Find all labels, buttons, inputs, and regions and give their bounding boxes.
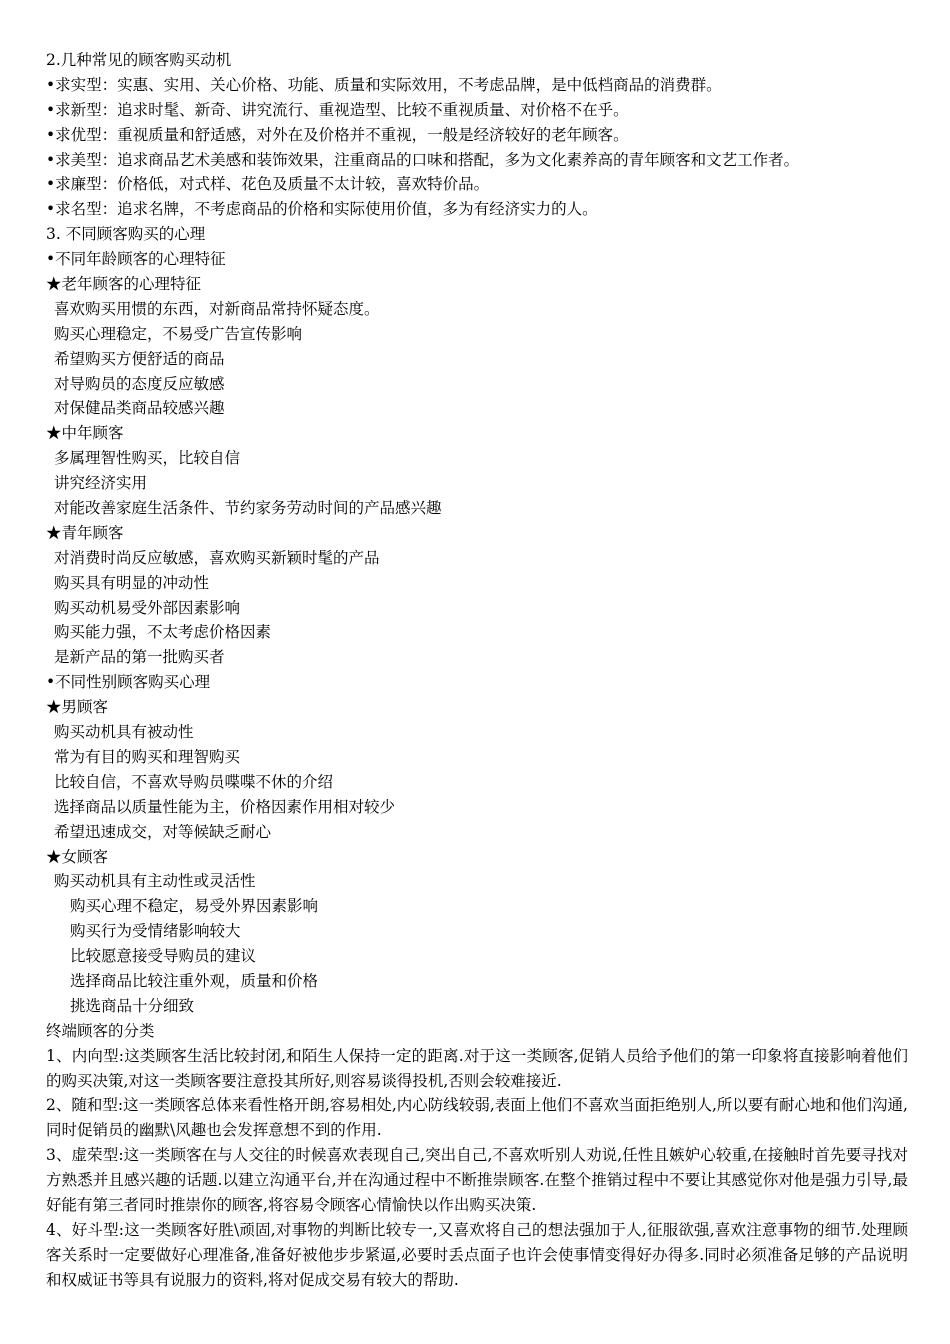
female-item: 购买行为受情绪影响较大 <box>70 922 241 941</box>
elderly-item: 对导购员的态度反应敏感 <box>54 374 225 393</box>
terminal-customer-title: 终端顾客的分类 <box>46 1021 155 1040</box>
motive-practical: •求实型：实惠、实用、关心价格、功能、质量和实际效用，不考虑品牌，是中低档商品的消费群。 <box>46 75 722 94</box>
middle-aged-item: 多属理智性购买，比较自信 <box>54 449 241 468</box>
elderly-heading: ★老年顾客的心理特征 <box>46 275 202 294</box>
female-item: 选择商品比较注重外观，质量和价格 <box>70 971 319 990</box>
female-item: 挑选商品十分细致 <box>70 996 195 1015</box>
female-item: 购买心理不稳定，易受外界因素影响 <box>70 897 319 916</box>
middle-aged-item: 讲究经济实用 <box>54 474 148 493</box>
male-item: 购买动机具有被动性 <box>54 723 194 742</box>
female-item: 购买动机具有主动性或灵活性 <box>54 872 256 891</box>
male-item: 希望迅速成交，对等候缺乏耐心 <box>54 822 272 841</box>
motive-beauty: •求美型：追求商品艺术美感和装饰效果，注重商品的口味和搭配，多为文化素养高的青年顾客和文艺工作者。 <box>46 150 800 169</box>
gender-heading: •不同性别顾客购买心理 <box>46 673 211 692</box>
elderly-item: 对保健品类商品较感兴趣 <box>54 399 225 418</box>
youth-heading: ★青年顾客 <box>46 523 124 542</box>
terminal-type-easygoing: 2、随和型:这一类顾客总体来看性格开朗,容易相处,内心防线较弱,表面上他们不喜欢当面拒绝别人,所以要有耐心地和他们沟通,同时促销员的幽默\风趣也会发挥意想不到的作用. <box>46 1096 908 1140</box>
middle-aged-item: 对能改善家庭生活条件、节约家务劳动时间的产品感兴趣 <box>54 499 442 518</box>
motive-quality: •求优型：重视质量和舒适感，对外在及价格并不重视，一般是经济较好的老年顾客。 <box>46 125 629 144</box>
section-3-title: 3. 不同顾客购买的心理 <box>46 225 206 244</box>
terminal-type-combative: 4、好斗型:这一类顾客好胜\顽固,对事物的判断比较专一,又喜欢将自己的想法强加于人,征服欲强,喜欢注意事物的细节.处理顾客关系时一定要做好心理准备,准备好被他步步紧逼,必要时丢点面子也许会使事情变得好办得多.同时必须准备足够的产品说明和权威证书等具有说服力的资料,将对促成交易有较大的帮助. <box>46 1220 908 1289</box>
female-heading: ★女顾客 <box>46 847 109 866</box>
motive-novelty: •求新型：追求时髦、新奇、讲究流行、重视造型、比较不重视质量、对价格不在乎。 <box>46 100 629 119</box>
female-item: 比较愿意接受导购员的建议 <box>70 947 257 966</box>
male-item: 选择商品以质量性能为主，价格因素作用相对较少 <box>54 797 396 816</box>
youth-item: 购买能力强，不太考虑价格因素 <box>54 623 272 642</box>
document-page <box>46 48 908 1293</box>
male-item: 比较自信，不喜欢导购员喋喋不休的介绍 <box>54 772 334 791</box>
youth-item: 是新产品的第一批购买者 <box>54 648 225 667</box>
section-2-title: 2.几种常见的顾客购买动机 <box>46 51 232 69</box>
elderly-item: 购买心理稳定，不易受广告宣传影响 <box>54 324 303 343</box>
elderly-item: 喜欢购买用惯的东西，对新商品常持怀疑态度。 <box>54 299 380 318</box>
youth-item: 对消费时尚反应敏感，喜欢购买新颖时髦的产品 <box>54 548 380 567</box>
terminal-type-introvert: 1、内向型:这类顾客生活比较封闭,和陌生人保持一定的距离.对于这一类顾客,促销人员给予他们的第一印象将直接影响着他们的购买决策,对这一类顾客要注意投其所好,则容易谈得投机,否则会较难接近. <box>46 1046 908 1090</box>
youth-item: 购买动机易受外部因素影响 <box>54 598 241 617</box>
motive-cheap: •求廉型：价格低，对式样、花色及质量不太计较，喜欢特价品。 <box>46 175 490 194</box>
middle-aged-heading: ★中年顾客 <box>46 424 124 443</box>
age-heading: •不同年龄顾客的心理特征 <box>46 250 226 269</box>
male-heading: ★男顾客 <box>46 698 109 717</box>
motive-brand: •求名型：追求名牌，不考虑商品的价格和实际使用价值，多为有经济实力的人。 <box>46 200 598 219</box>
youth-item: 购买具有明显的冲动性 <box>54 573 210 592</box>
male-item: 常为有目的购买和理智购买 <box>54 747 241 766</box>
terminal-type-vain: 3、虚荣型:这一类顾客在与人交往的时候喜欢表现自己,突出自己,不喜欢听别人劝说,任性且嫉妒心较重,在接触时首先要寻找对方熟悉并且感兴趣的话题.以建立沟通平台,并在沟通过程中不断推崇顾客.在整个推销过程中不要让其感觉你对他是强力引导,最好能有第三者同时推崇你的顾客,将容易令顾客心情愉快以作出购买决策. <box>46 1146 908 1215</box>
elderly-item: 希望购买方便舒适的商品 <box>54 349 225 368</box>
